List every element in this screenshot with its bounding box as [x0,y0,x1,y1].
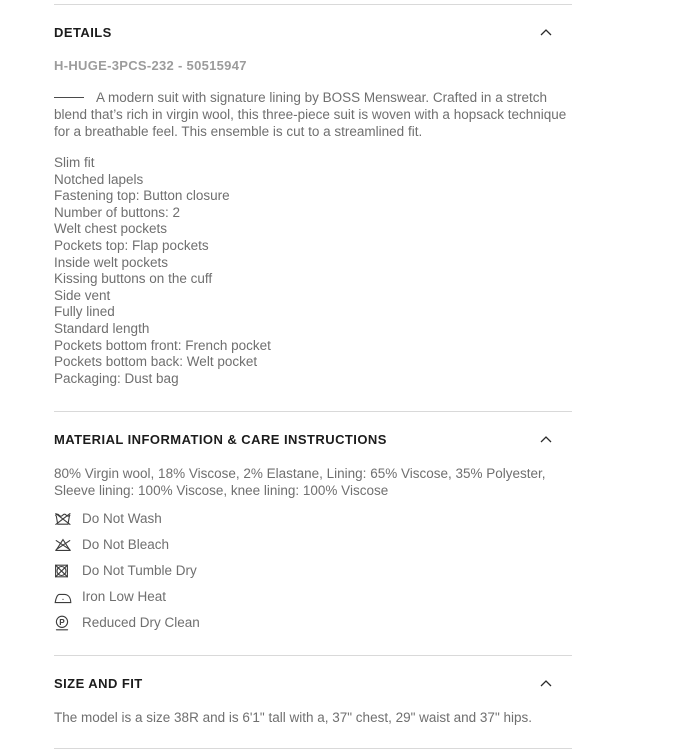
svg-text:P: P [59,618,65,628]
section-header-size-and-fit[interactable] [54,676,572,691]
care-label: Reduced Dry Clean [82,615,200,631]
chevron-up-icon[interactable] [540,436,552,443]
section-title-size-and-fit: SIZE AND FIT [54,676,143,692]
care-row-iron-low-heat [54,589,572,605]
do-not-tumble-dry-icon [54,564,75,578]
chevron-up-icon[interactable] [540,29,552,36]
care-label: Do Not Tumble Dry [82,563,197,579]
do-not-wash-icon [54,512,75,526]
feature-item: Standard length [54,320,150,336]
product-description-text: A modern suit with signature lining by BOSS Menswear. Crafted in a stretch blend that’s rich in virgin wool, this three-piece suit is woven with a hopsack technique for a breathable feel. This ensemble is cut to a streamlined fit. [54,90,567,139]
reduced-dry-clean-icon [54,615,75,631]
iron-low-heat-icon [54,591,75,604]
section-header-details[interactable] [54,25,572,40]
feature-item: Pockets bottom front: French pocket [54,337,271,353]
feature-item: Pockets top: Flap pockets [54,237,209,253]
feature-item: Side vent [54,287,111,303]
care-row-reduced-dry-clean [54,615,572,631]
care-instruction-list [54,511,572,631]
care-label: Iron Low Heat [82,589,167,605]
feature-item: Kissing buttons on the cuff [54,271,213,287]
feature-item: Notched lapels [54,171,144,187]
feature-list [54,155,572,387]
care-label: Do Not Bleach [82,537,170,553]
section-title-material: MATERIAL INFORMATION & CARE INSTRUCTIONS [54,432,387,448]
feature-item: Slim fit [54,155,95,170]
feature-item: Packaging: Dust bag [54,370,179,386]
feature-item: Number of buttons: 2 [54,204,181,220]
care-label: Do Not Wash [82,511,162,527]
section-divider [54,4,572,5]
section-divider [54,411,572,412]
section-header-material[interactable] [54,432,572,447]
section-divider [54,655,572,656]
feature-item: Pockets bottom back: Welt pocket [54,354,258,370]
do-not-bleach-icon [54,538,75,552]
product-description [54,89,572,140]
chevron-up-icon[interactable] [540,680,552,687]
description-dash-icon [54,97,84,98]
feature-item: Welt chest pockets [54,221,168,237]
feature-item: Fastening top: Button closure [54,188,230,204]
care-row-do-not-wash [54,511,572,527]
feature-item: Inside welt pockets [54,254,169,270]
care-row-do-not-tumble-dry [54,563,572,579]
product-details-panel [54,4,572,749]
section-title-details: DETAILS [54,25,112,40]
model-size-info: The model is a size 38R and is 6'1" tall with a, 37" chest, 29" waist and 37" hips. [54,710,532,726]
feature-item: Fully lined [54,304,115,320]
care-row-do-not-bleach [54,537,572,553]
product-code: H-HUGE-3PCS-232 - 50515947 [54,58,247,73]
material-composition: 80% Virgin wool, 18% Viscose, 2% Elastane, Lining: 65% Viscose, 35% Polyester, Sleeve lining: 100% Viscose, knee lining: 100% Viscose [54,466,546,499]
